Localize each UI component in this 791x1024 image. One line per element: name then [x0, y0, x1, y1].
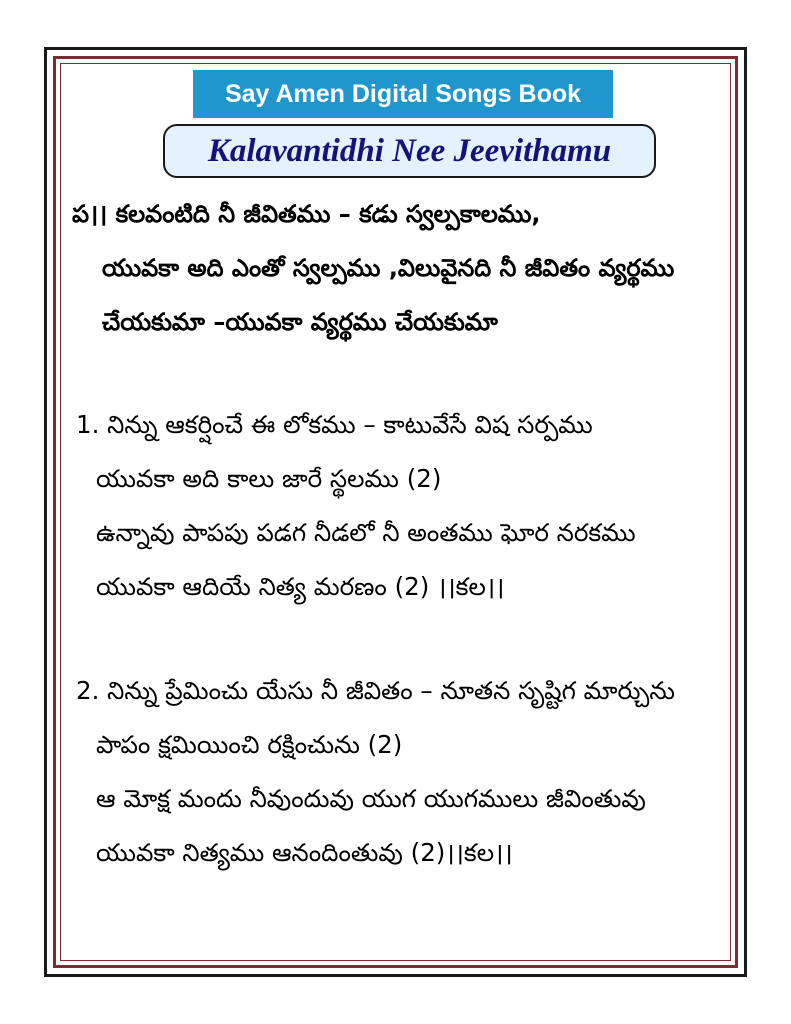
chorus-line-1: ప।। కలవంటిది నీ జీవితము – కడు స్వల్పకాలము,: [72, 200, 541, 228]
song-title: Kalavantidhi Nee Jeevithamu: [163, 124, 656, 178]
verse-1-line-2: యువకా అది కాలు జారే స్థలము (2): [96, 464, 442, 493]
verse-1-line-4: యువకా ఆదియే నిత్య మరణం (2) ।।కల।।: [96, 572, 505, 601]
verse-1-line-1: 1. నిన్ను ఆకర్షించే ఈ లోకము – కాటువేసే విష సర్పము: [76, 410, 593, 439]
verse-1-line-3: ఉన్నావు పాపపు పడగ నీడలో నీ అంతము ఘోర నరకము: [96, 518, 636, 547]
verse-2-line-1: 2. నిన్ను ప్రేమించు యేసు నీ జీవితం – నూతన సృష్టిగ మార్చును: [76, 676, 675, 705]
verse-2-line-2: పాపం క్షమియించి రక్షించును (2): [96, 730, 403, 759]
chorus-line-2: యువకా అది ఎంతో స్వల్పము ,విలువైనది నీ జీవితం వ్యర్థము: [102, 254, 675, 282]
verse-2-line-3: ఆ మోక్ష మందు నీవుందువు యుగ యుగములు జీవింతువు: [96, 784, 646, 813]
book-banner: Say Amen Digital Songs Book: [193, 70, 613, 118]
page-border-inner: [60, 63, 731, 961]
verse-2-line-4: యువకా నిత్యము ఆనందింతువు (2)।।కల।।: [96, 838, 513, 867]
chorus-line-3: చేయకుమా –యువకా వ్యర్థము చేయకుమా: [102, 308, 498, 336]
